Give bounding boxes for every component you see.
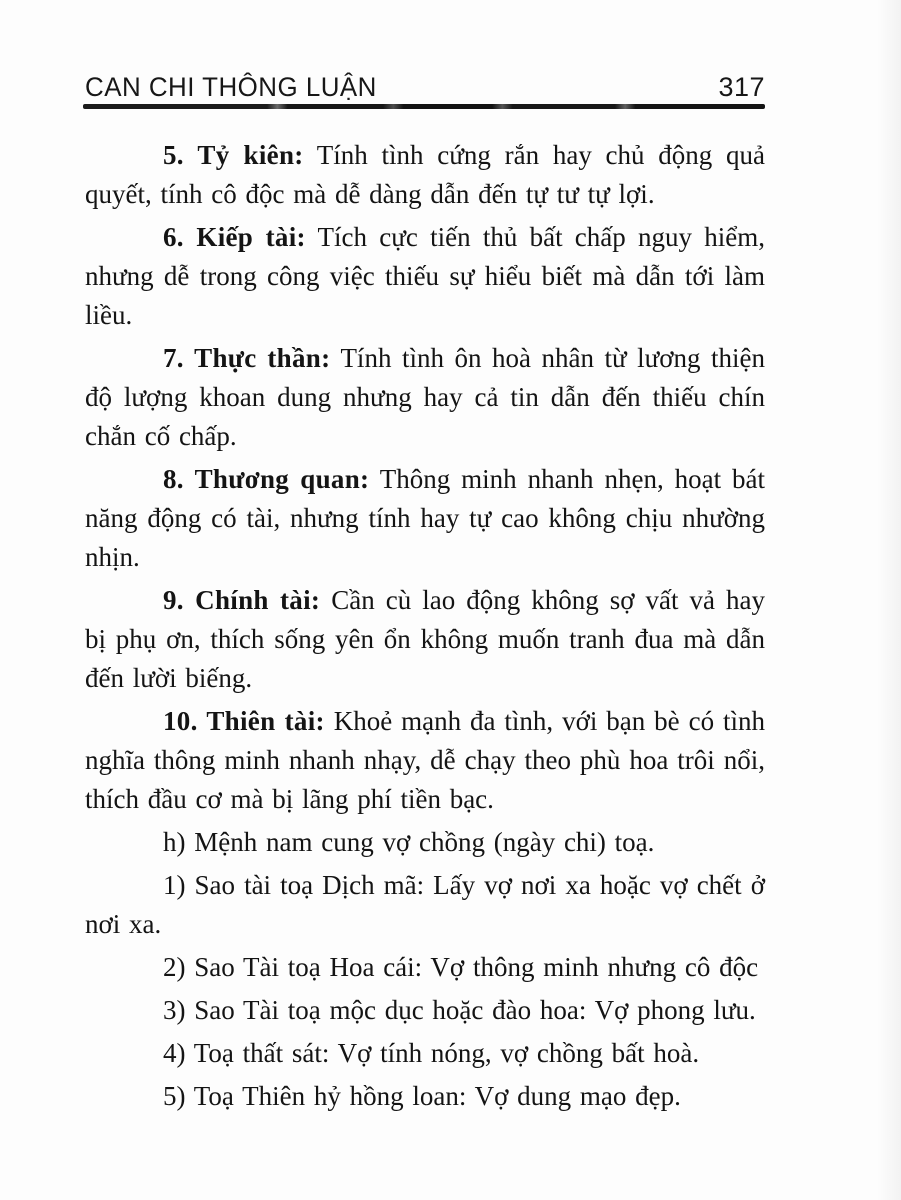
paragraph: 10. Thiên tài: Khoẻ mạnh đa tình, với bạn bè có tình nghĩa thông minh nhanh nhạy, dễ chạy theo phù hoa trôi nổi, thích đầu cơ mà bị lãng phí tiền bạc. (85, 706, 765, 814)
paragraph-label: 5. Tỷ kiên: (163, 140, 304, 170)
paragraph: 3) Sao Tài toạ mộc dục hoặc đào hoa: Vợ phong lưu. (163, 995, 756, 1025)
page-content (85, 136, 765, 1120)
paragraph: 6. Kiếp tài: Tích cực tiến thủ bất chấp nguy hiểm, nhưng dễ trong công việc thiếu sự hiểu biết mà dẫn tới làm liều. (85, 222, 765, 330)
paragraph: 4) Toạ thất sát: Vợ tính nóng, vợ chồng bất hoà. (163, 1038, 700, 1068)
paragraph: h) Mệnh nam cung vợ chồng (ngày chi) toạ. (163, 827, 655, 857)
paragraph-label: 7. Thực thần: (163, 343, 331, 373)
paragraph-label: 10. Thiên tài: (163, 706, 325, 736)
paragraph-label: 9. Chính tài: (163, 585, 321, 615)
page-number: 317 (718, 72, 765, 102)
paragraph-label: 8. Thương quan: (163, 464, 370, 494)
scan-edge-shade (877, 0, 901, 1200)
header-rule (83, 104, 765, 109)
paragraph: 5. Tỷ kiên: Tính tình cứng rắn hay chủ động quả quyết, tính cô độc mà dễ dàng dẫn đến tự tư tự lợi. (85, 140, 765, 209)
paragraph: 7. Thực thần: Tính tình ôn hoà nhân từ lương thiện độ lượng khoan dung nhưng hay cả tin dẫn đến thiếu chín chắn cố chấp. (85, 343, 766, 451)
running-title: CAN CHI THÔNG LUẬN (85, 72, 377, 102)
paragraph: 8. Thương quan: Thông minh nhanh nhẹn, hoạt bát năng động có tài, nhưng tính hay tự cao không chịu nhường nhịn. (85, 464, 765, 572)
page-header (85, 72, 765, 103)
paragraph: 5) Toạ Thiên hỷ hồng loan: Vợ dung mạo đẹp. (163, 1081, 681, 1111)
paragraph: 2) Sao Tài toạ Hoa cái: Vợ thông minh nhưng cô độc (163, 952, 759, 982)
paragraph-label: 6. Kiếp tài: (163, 222, 306, 252)
paragraph: 9. Chính tài: Cần cù lao động không sợ vất vả hay bị phụ ơn, thích sống yên ổn không muốn tranh đua mà dẫn đến lười biếng. (85, 585, 765, 693)
paragraph: 1) Sao tài toạ Dịch mã: Lấy vợ nơi xa hoặc vợ chết ở nơi xa. (85, 870, 765, 939)
